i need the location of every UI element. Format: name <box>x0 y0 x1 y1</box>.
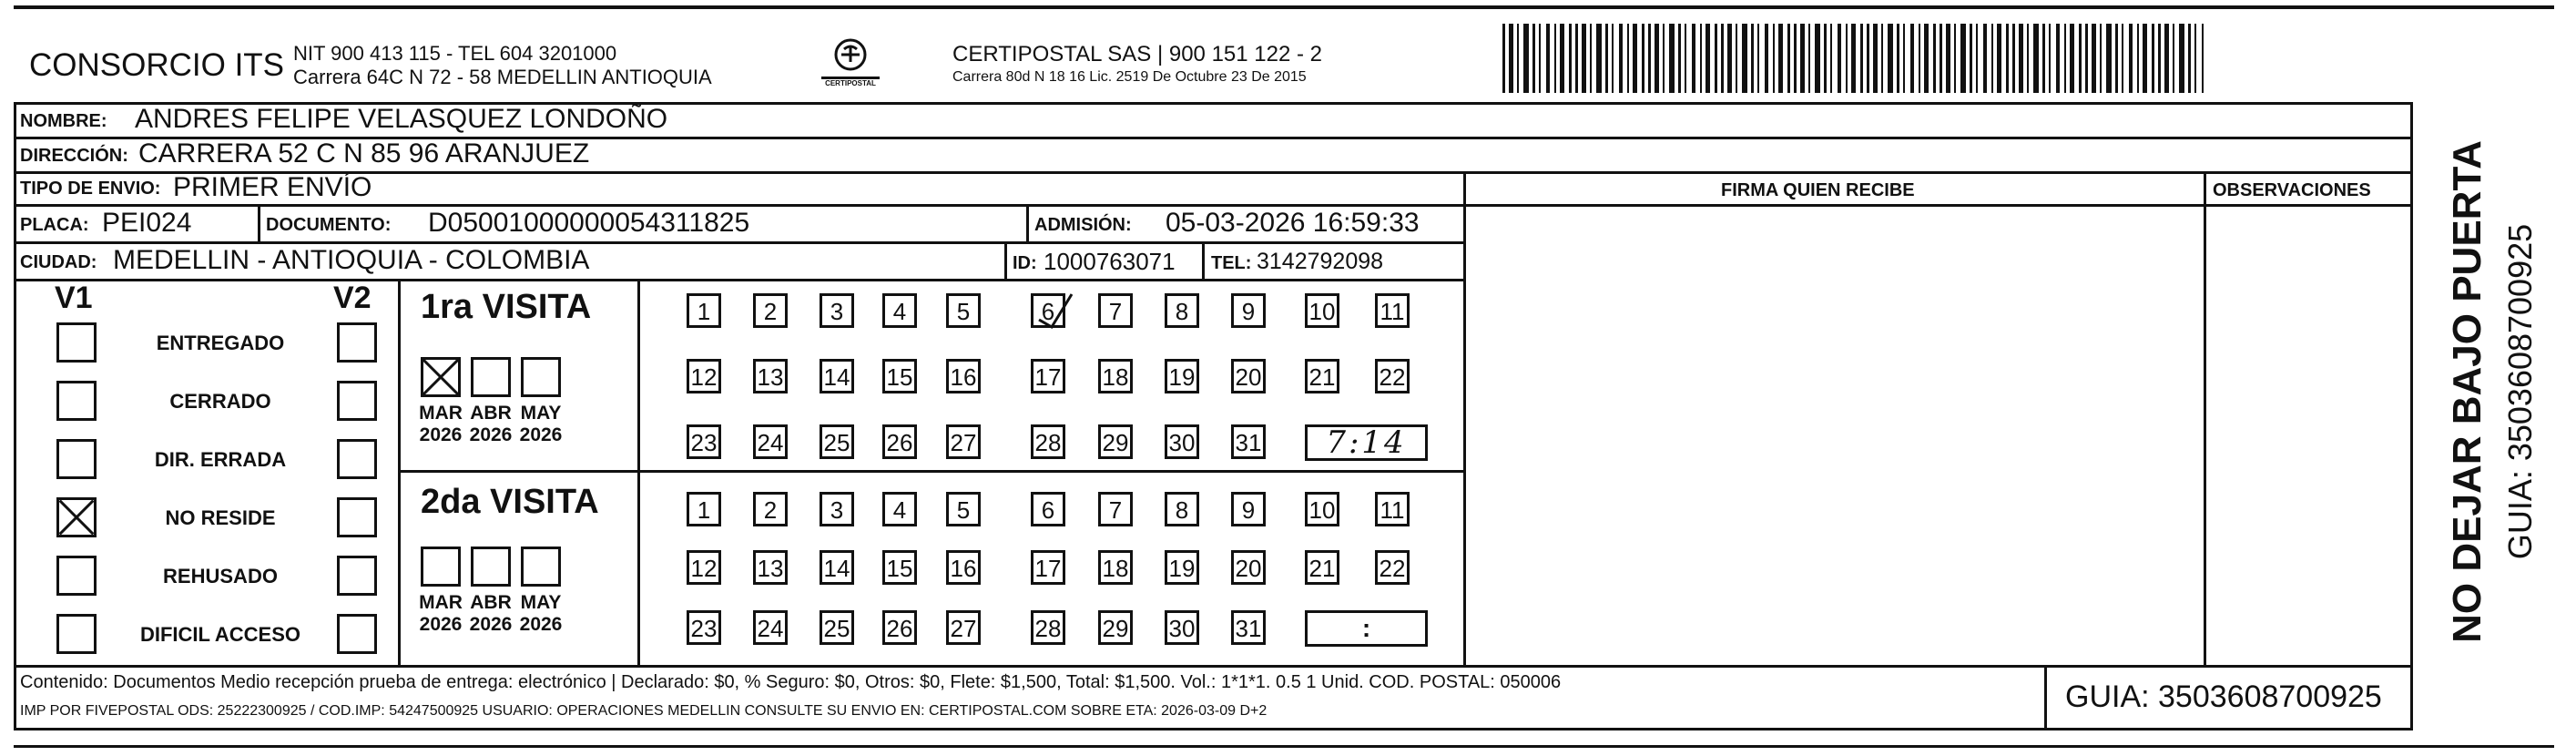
first-visit-day-9[interactable] <box>1231 293 1266 328</box>
first-visit-month-box-abr[interactable] <box>471 357 511 397</box>
second-visit-month-label-mar: MAR 2026 <box>419 592 463 635</box>
first-visit-title: 1ra VISITA <box>421 288 592 326</box>
second-visit-day-label: 29 <box>1102 615 1129 642</box>
first-visit-month-box-may[interactable] <box>521 357 561 397</box>
first-visit-month-label-mar: MAR 2026 <box>419 403 463 445</box>
second-visit-day-label: 11 <box>1380 496 1405 524</box>
first-visit-day-2[interactable] <box>753 293 788 328</box>
second-visit-time-box[interactable] <box>1305 610 1428 647</box>
placa-value: PEI024 <box>102 208 192 238</box>
first-visit-day-18[interactable] <box>1098 359 1133 393</box>
tipo-envio-label: TIPO DE ENVIO: <box>20 179 161 199</box>
second-visit-day-3[interactable] <box>820 492 854 526</box>
second-visit-day-26[interactable] <box>882 610 917 645</box>
first-visit-day-24[interactable] <box>753 424 788 459</box>
first-visit-day-label: 15 <box>886 363 913 391</box>
second-visit-day-16[interactable] <box>946 550 981 585</box>
first-visit-day-label: 28 <box>1034 429 1062 456</box>
certipostal-logo <box>818 36 883 91</box>
first-visit-day-15[interactable] <box>882 359 917 393</box>
second-visit-day-label: 5 <box>956 496 971 524</box>
direccion-label: DIRECCIÓN: <box>20 146 128 166</box>
v2-checkbox-cerrado[interactable] <box>337 381 377 421</box>
second-visit-month-label-may: MAY 2026 <box>519 592 563 635</box>
first-visit-day-label: 8 <box>1175 298 1189 325</box>
first-visit-day-12[interactable] <box>687 359 721 393</box>
status-label-cerrado: CERRADO <box>169 390 271 413</box>
first-visit-day-31[interactable] <box>1231 424 1266 459</box>
firma-header: FIRMA QUIEN RECIBE <box>1721 180 1915 200</box>
tel-label: TEL: <box>1211 253 1252 273</box>
first-visit-time: 7:14 <box>1326 424 1407 461</box>
v1-checkbox-dir-errada[interactable] <box>56 439 97 479</box>
first-visit-day-label: 18 <box>1102 363 1129 391</box>
first-visit-day-label: 12 <box>690 363 718 391</box>
status-label-dir-errada: DIR. ERRADA <box>154 448 287 471</box>
second-visit-day-label: 8 <box>1175 496 1189 524</box>
status-label-dificil-acceso: DIFICIL ACCESO <box>139 623 300 646</box>
second-visit-day-label: 25 <box>823 615 850 642</box>
second-visit-day-label: 31 <box>1235 615 1262 642</box>
first-visit-day-label: 2 <box>763 298 778 325</box>
second-visit-day-31[interactable] <box>1231 610 1266 645</box>
second-visit-day-label: 23 <box>690 615 718 642</box>
first-visit-day-label: 21 <box>1308 363 1336 391</box>
second-visit-day-17[interactable] <box>1031 550 1065 585</box>
second-visit-day-label: 27 <box>950 615 977 642</box>
first-visit-day-11[interactable] <box>1375 293 1410 328</box>
first-visit-day-label: 6 <box>1041 298 1055 325</box>
first-visit-day-label: 22 <box>1379 363 1406 391</box>
v1-checkbox-entregado[interactable] <box>56 322 97 363</box>
first-visit-day-label: 19 <box>1168 363 1196 391</box>
carrier-address: Carrera 80d N 18 16 Lic. 2519 De Octubre 23 De 2015 <box>952 69 1307 85</box>
first-visit-day-label: 23 <box>690 429 718 456</box>
first-visit-day-10[interactable] <box>1305 293 1339 328</box>
second-visit-day-label: 22 <box>1379 555 1406 582</box>
first-visit-day-23[interactable] <box>687 424 721 459</box>
nombre-label: NOMBRE: <box>20 111 107 131</box>
first-visit-day-label: 11 <box>1380 298 1405 325</box>
direccion-value: CARRERA 52 C N 85 96 ARANJUEZ <box>138 138 590 169</box>
ciudad-label: CIUDAD: <box>20 252 97 272</box>
second-visit-month-box-mar[interactable] <box>421 547 461 587</box>
first-visit-day-6[interactable] <box>1031 293 1065 328</box>
second-visit-day-label: 3 <box>830 496 844 524</box>
second-visit-day-label: 1 <box>697 496 711 524</box>
tel-value: 3142792098 <box>1257 249 1384 274</box>
first-visit-day-8[interactable] <box>1165 293 1199 328</box>
v1-checkbox-no-reside[interactable] <box>56 497 97 537</box>
second-visit-day-18[interactable] <box>1098 550 1133 585</box>
second-visit-day-22[interactable] <box>1375 550 1410 585</box>
v2-checkbox-dificil-acceso[interactable] <box>337 614 377 654</box>
admision-value: 05-03-2026 16:59:33 <box>1166 208 1420 238</box>
v1-checkbox-cerrado[interactable] <box>56 381 97 421</box>
first-visit-day-14[interactable] <box>820 359 854 393</box>
first-visit-day-label: 24 <box>757 429 784 456</box>
second-visit-month-box-abr[interactable] <box>471 547 511 587</box>
first-visit-month-label-may: MAY 2026 <box>519 403 563 445</box>
first-visit-day-label: 5 <box>956 298 971 325</box>
second-visit-day-label: 24 <box>757 615 784 642</box>
first-visit-day-17[interactable] <box>1031 359 1065 393</box>
second-visit-day-label: 18 <box>1102 555 1129 582</box>
company-name: CONSORCIO ITS <box>29 47 285 83</box>
second-visit-day-label: 6 <box>1041 496 1055 524</box>
second-visit-month-box-may[interactable] <box>521 547 561 587</box>
second-visit-day-10[interactable] <box>1305 492 1339 526</box>
first-visit-day-22[interactable] <box>1375 359 1410 393</box>
documento-label: DOCUMENTO: <box>266 215 392 235</box>
first-visit-day-label: 27 <box>950 429 977 456</box>
second-visit-day-label: 17 <box>1034 555 1062 582</box>
first-visit-day-label: 31 <box>1235 429 1262 456</box>
second-visit-time: : <box>1361 614 1371 642</box>
second-visit-day-23[interactable] <box>687 610 721 645</box>
first-visit-day-29[interactable] <box>1098 424 1133 459</box>
second-visit-day-label: 7 <box>1108 496 1123 524</box>
first-visit-day-label: 25 <box>823 429 850 456</box>
first-visit-day-26[interactable] <box>882 424 917 459</box>
first-visit-day-label: 26 <box>886 429 913 456</box>
second-visit-day-28[interactable] <box>1031 610 1065 645</box>
company-address: Carrera 64C N 72 - 58 MEDELLIN ANTIOQUIA <box>293 66 712 88</box>
top-rule <box>14 5 2554 9</box>
second-visit-day-7[interactable] <box>1098 492 1133 526</box>
first-visit-time-box[interactable] <box>1305 424 1428 461</box>
second-visit-day-4[interactable] <box>882 492 917 526</box>
first-visit-day-16[interactable] <box>946 359 981 393</box>
first-visit-day-label: 7 <box>1108 298 1123 325</box>
second-visit-day-8[interactable] <box>1165 492 1199 526</box>
v1-checkbox-rehusado[interactable] <box>56 556 97 596</box>
second-visit-day-25[interactable] <box>820 610 854 645</box>
second-visit-day-label: 20 <box>1235 555 1262 582</box>
first-visit-day-1[interactable] <box>687 293 721 328</box>
second-visit-day-27[interactable] <box>946 610 981 645</box>
second-visit-day-15[interactable] <box>882 550 917 585</box>
first-visit-month-box-mar[interactable] <box>421 357 461 397</box>
first-visit-day-label: 13 <box>757 363 784 391</box>
tipo-envio-value: PRIMER ENVÍO <box>173 172 372 202</box>
first-visit-day-label: 4 <box>892 298 907 325</box>
second-visit-day-label: 30 <box>1168 615 1196 642</box>
first-visit-day-13[interactable] <box>753 359 788 393</box>
first-visit-day-19[interactable] <box>1165 359 1199 393</box>
second-visit-day-5[interactable] <box>946 492 981 526</box>
first-visit-month-label-abr: ABR 2026 <box>469 403 513 445</box>
first-visit-day-25[interactable] <box>820 424 854 459</box>
second-visit-day-12[interactable] <box>687 550 721 585</box>
v2-checkbox-dir-errada[interactable] <box>337 439 377 479</box>
v2-heading: V2 <box>333 281 372 315</box>
second-visit-day-20[interactable] <box>1231 550 1266 585</box>
footer-contenido: Contenido: Documentos Medio recepción prueba de entrega: electrónico | Declarado: $0, % Seguro: $0, Otros: $0, Flete: $1,500, Total: $1,500. Vol.: 1*1*1. 0.5 1 Unid. COD. POSTAL: 050006 <box>20 672 1562 692</box>
second-visit-day-label: 9 <box>1241 496 1256 524</box>
nit-line: NIT 900 413 115 - TEL 604 3201000 <box>293 42 617 65</box>
no-dejar-notice: NO DEJAR BAJO PUERTA <box>2445 140 2489 643</box>
v2-checkbox-entregado[interactable] <box>337 322 377 363</box>
first-visit-day-label: 17 <box>1034 363 1062 391</box>
second-visit-day-label: 12 <box>690 555 718 582</box>
second-visit-day-13[interactable] <box>753 550 788 585</box>
second-visit-day-24[interactable] <box>753 610 788 645</box>
second-visit-day-21[interactable] <box>1305 550 1339 585</box>
nombre-value: ANDRES FELIPE VELASQUEZ LONDOÑO <box>135 104 668 134</box>
first-visit-day-5[interactable] <box>946 293 981 328</box>
placa-label: PLACA: <box>20 215 89 235</box>
second-visit-day-14[interactable] <box>820 550 854 585</box>
second-visit-day-label: 2 <box>763 496 778 524</box>
second-visit-day-29[interactable] <box>1098 610 1133 645</box>
second-visit-day-9[interactable] <box>1231 492 1266 526</box>
first-visit-day-label: 3 <box>830 298 844 325</box>
footer-guia: GUIA: 3503608700925 <box>2065 679 2382 714</box>
documento-value: D05001000000054311825 <box>428 208 750 238</box>
second-visit-day-11[interactable] <box>1375 492 1410 526</box>
second-visit-day-1[interactable] <box>687 492 721 526</box>
footer-impresion: IMP POR FIVEPOSTAL ODS: 25222300925 / COD.IMP: 54247500925 USUARIO: OPERACIONES MEDELLIN CONSULTE SU ENVIO EN: CERTIPOSTAL.COM SOBRE ETA: 2026-03-09 D+2 <box>20 703 1268 719</box>
second-visit-day-label: 28 <box>1034 615 1062 642</box>
v1-heading: V1 <box>55 281 93 315</box>
status-label-entregado: ENTREGADO <box>156 332 285 354</box>
first-visit-day-20[interactable] <box>1231 359 1266 393</box>
ciudad-value: MEDELLIN - ANTIOQUIA - COLOMBIA <box>113 245 590 275</box>
first-visit-day-30[interactable] <box>1165 424 1199 459</box>
side-guia: GUIA: 3503608700925 <box>2501 223 2539 560</box>
first-visit-day-3[interactable] <box>820 293 854 328</box>
first-visit-day-21[interactable] <box>1305 359 1339 393</box>
first-visit-day-label: 16 <box>950 363 977 391</box>
first-visit-day-label: 29 <box>1102 429 1129 456</box>
logo-caption: CERTIPOSTAL <box>825 79 876 87</box>
bottom-rule <box>14 745 2554 748</box>
first-visit-day-7[interactable] <box>1098 293 1133 328</box>
admision-label: ADMISIÓN: <box>1034 215 1132 235</box>
barcode <box>1502 24 2204 93</box>
v2-checkbox-rehusado[interactable] <box>337 556 377 596</box>
second-visit-title: 2da VISITA <box>421 483 599 521</box>
first-visit-day-28[interactable] <box>1031 424 1065 459</box>
carrier-line: CERTIPOSTAL SAS | 900 151 122 - 2 <box>952 42 1322 66</box>
first-visit-day-label: 14 <box>823 363 850 391</box>
second-visit-day-label: 10 <box>1308 496 1336 524</box>
second-visit-day-2[interactable] <box>753 492 788 526</box>
v2-checkbox-no-reside[interactable] <box>337 497 377 537</box>
second-visit-day-30[interactable] <box>1165 610 1199 645</box>
second-visit-month-label-abr: ABR 2026 <box>469 592 513 635</box>
v1-checkbox-dificil-acceso[interactable] <box>56 614 97 654</box>
first-visit-day-27[interactable] <box>946 424 981 459</box>
second-visit-day-19[interactable] <box>1165 550 1199 585</box>
second-visit-day-label: 15 <box>886 555 913 582</box>
second-visit-day-label: 4 <box>892 496 907 524</box>
second-visit-day-label: 14 <box>823 555 850 582</box>
first-visit-day-label: 9 <box>1241 298 1256 325</box>
second-visit-day-label: 21 <box>1308 555 1336 582</box>
second-visit-day-label: 26 <box>886 615 913 642</box>
id-value: 1000763071 <box>1044 248 1176 275</box>
first-visit-day-label: 20 <box>1235 363 1262 391</box>
status-label-no-reside: NO RESIDE <box>165 506 276 529</box>
second-visit-day-6[interactable] <box>1031 492 1065 526</box>
second-visit-day-label: 19 <box>1168 555 1196 582</box>
first-visit-day-label: 10 <box>1308 298 1336 325</box>
second-visit-day-label: 13 <box>757 555 784 582</box>
first-visit-day-4[interactable] <box>882 293 917 328</box>
status-label-rehusado: REHUSADO <box>163 565 278 587</box>
observaciones-header: OBSERVACIONES <box>2213 180 2371 200</box>
second-visit-day-label: 16 <box>950 555 977 582</box>
first-visit-day-label: 30 <box>1168 429 1196 456</box>
first-visit-day-label: 1 <box>697 298 711 325</box>
id-label: ID: <box>1013 253 1037 273</box>
